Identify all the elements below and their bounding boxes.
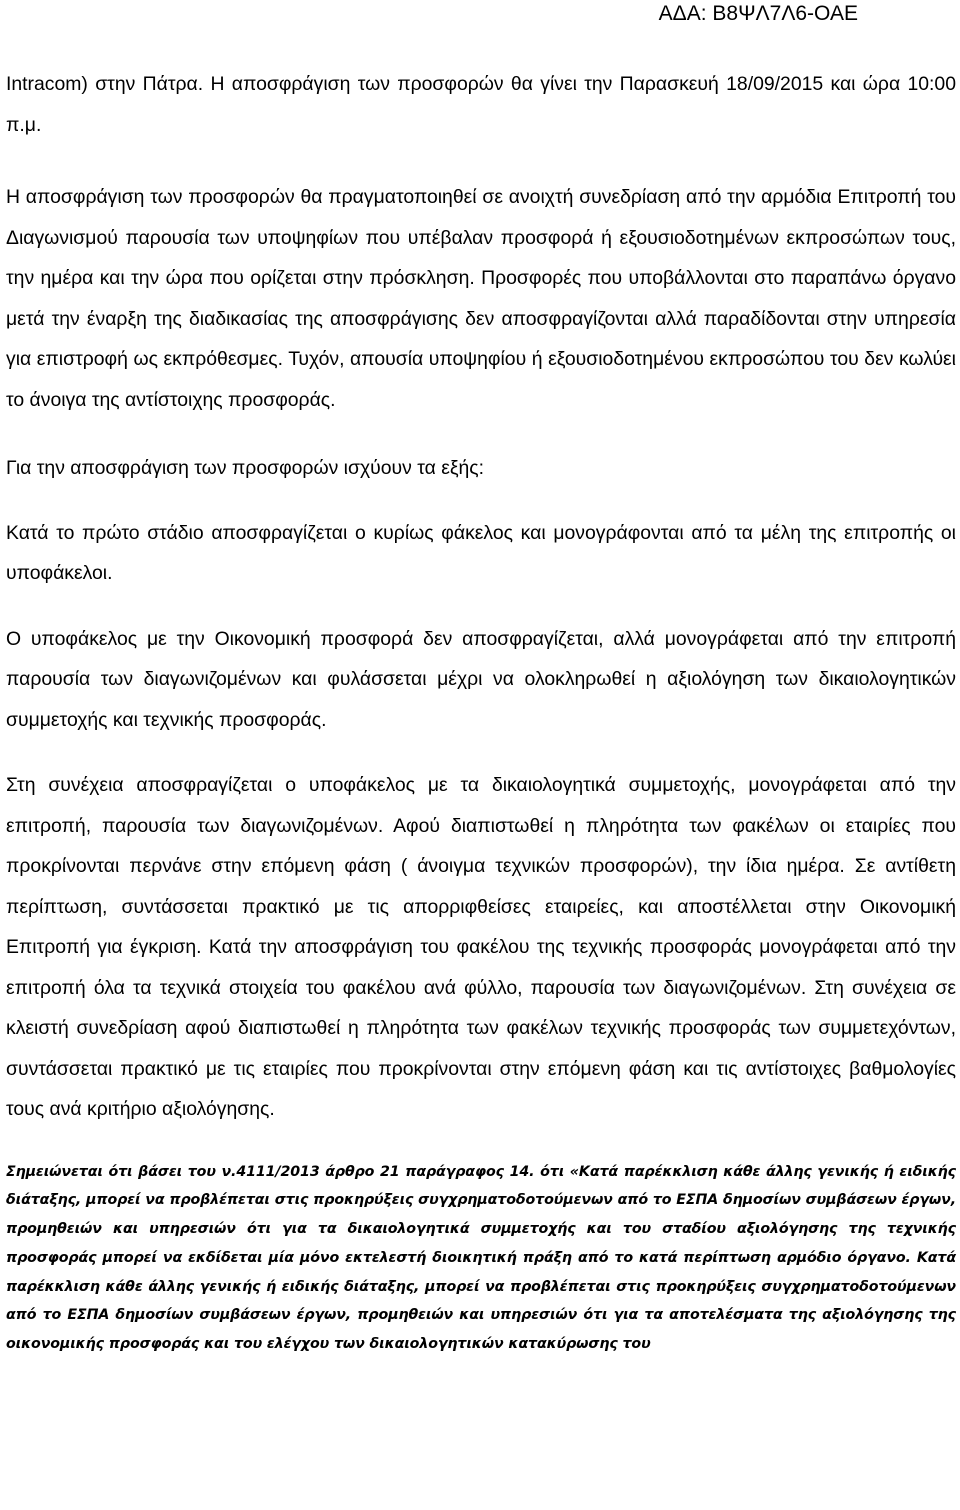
document-body: [6, 64, 956, 1359]
paragraph-opening-date: Intracom) στην Πάτρα. Η αποσφράγιση των προσφορών θα γίνει την Παρασκευή 18/09/2015 και ώρα 10:00 π.μ.: [6, 73, 956, 136]
paragraph-financial-offer: Ο υποφάκελος με την Οικονομική προσφορά δεν αποσφραγίζεται, αλλά μονογράφεται από την επιτροπή παρουσία των διαγωνιζομένων και φυλάσσεται μέχρι να ολοκληρωθεί η αξιολόγηση των δικαιολογητικών συμμετοχής και τεχνικής προσφοράς.: [6, 627, 956, 731]
paragraph-rules-intro: Για την αποσφράγιση των προσφορών ισχύουν τα εξής:: [6, 457, 485, 479]
legal-note: Σημειώνεται ότι βάσει του ν.4111/2013 άρθρο 21 παράγραφος 14. ότι «Κατά παρέκκλιση κάθε άλλης γενικής ή ειδικής διάταξης, μπορεί να προβλέπεται στις προκηρύξεις συγχρηματοδοτούμενων από το ΕΣΠΑ δημοσίων συμβάσεων έργων, προμηθειών και υπηρεσιών ότι για τα δικαιολογητικά συμμετοχής και του σταδίου αξιολόγησης της τεχνικής προσφοράς μπορεί να εκδίδεται μία μόνο εκτελεστή διοικητική πράξη από το κατά περίπτωση αρμόδιο όργανο. Κατά παρέκκλιση κάθε άλλης γενικής ή ειδικής διάταξης, μπορεί να προβλέπεται στις προκηρύξεις συγχρηματοδοτούμενων από το ΕΣΠΑ δημοσίων συμβάσεων έργων, προμηθειών και υπηρεσιών ότι για τα αποτελέσματα της αξιολόγησης της οικονομικής προσφοράς και του ελέγχου των δικαιολογητικών κατακύρωσης του: [6, 1163, 956, 1353]
paragraph-opening-procedure: Η αποσφράγιση των προσφορών θα πραγματοποιηθεί σε ανοιχτή συνεδρίαση από την αρμόδια Επιτροπή του Διαγωνισμού παρουσία των υποψηφίων που υπέβαλαν προσφορά ή εξουσιοδοτημένων εκπροσώπων τους, την ημέρα και την ώρα που ορίζεται στην πρόσκληση. Προσφορές που υποβάλλονται στο παραπάνω όργανο μετά την έναρξη της διαδικασίας της αποσφράγισης δεν αποσφραγίζονται αλλά παραδίδονται στην υπηρεσία για επιστροφή ως εκπρόθεσμες. Τυχόν, απουσία υποψηφίου ή εξουσιοδοτημένου εκπροσώπου του δεν κωλύει το άνοιγα της αντίστοιχης προσφοράς.: [6, 186, 956, 411]
paragraph-next-stage: Στη συνέχεια αποσφραγίζεται ο υποφάκελος με τα δικαιολογητικά συμμετοχής, μονογράφεται από την επιτροπή, παρουσία των διαγωνιζομένων. Αφού διαπιστωθεί η πληρότητα των φακέλων οι εταιρίες που προκρίνονται περνάνε στην επόμενη φάση ( άνοιγμα τεχνικών προσφορών), την ίδια ημέρα. Σε αντίθετη περίπτωση, συντάσσεται πρακτικό με τις απορριφθείσες εταιρείες, και αποστέλλεται στην Οικονομική Επιτροπή για έγκριση. Κατά την αποσφράγιση του φακέλου της τεχνικής προσφοράς μονογράφεται από την επιτροπή όλα τα τεχνικά στοιχεία του φακέλου ανά φύλλο, παρουσία των διαγωνιζομένων. Στη συνέχεια σε κλειστή συνεδρίαση αφού διαπιστωθεί η πληρότητα των φακέλων τεχνικής προσφοράς των συμμετεχόντων, συντάσσεται πρακτικό με τις εταιρίες που προκρίνονται στην επόμενη φάση και τις αντίστοιχες βαθμολογίες τους ανά κριτήριο αξιολόγησης.: [6, 774, 956, 1120]
paragraph-first-stage: Κατά το πρώτο στάδιο αποσφραγίζεται ο κυρίως φάκελος και μονογράφονται από τα μέλη της επιτροπής οι υποφάκελοι.: [6, 521, 956, 584]
ada-code: ΑΔΑ: Β8ΨΛ7Λ6-ΟΑΕ: [658, 2, 858, 25]
